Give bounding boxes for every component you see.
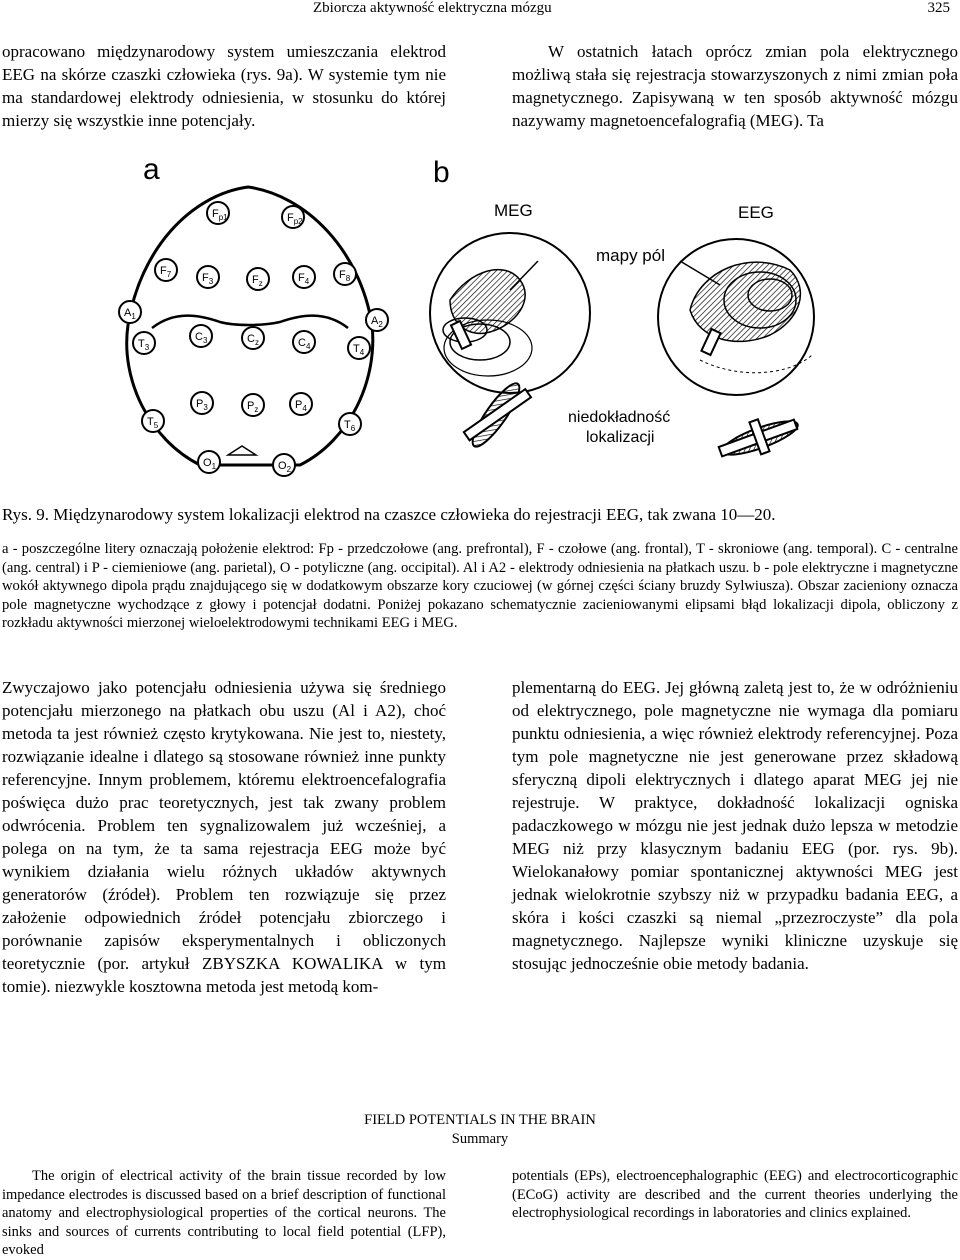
bottom-left-paragraph [2, 676, 446, 998]
electrode-cz [242, 327, 264, 349]
electrode-label: $T_3$ [138, 338, 150, 352]
electrode-label: $F_{p2}$ [287, 212, 303, 226]
page-number: 325 [927, 0, 950, 16]
top-left-paragraph [2, 40, 446, 132]
panel-a-label: a [143, 153, 160, 186]
electrode-label: $A_1$ [124, 307, 136, 321]
paragraph-text: W ostatnich łatach oprócz zmian pola elektrycznego możliwą stała się rejestracja stowarzyszonych z nimi zmian poła magnetycznego. Zapisywaną w ten sposób aktywność mózgu nazywamy magnetoencefalografią (MEG). Ta [512, 42, 958, 130]
electrode-label: $T_6$ [344, 419, 356, 433]
inaccuracy-label-2: lokalizacji [586, 429, 655, 446]
eeg-localization-error-icon [719, 415, 801, 461]
meg-localization-error-icon [464, 378, 531, 452]
electrode-label: $F_3$ [202, 272, 214, 286]
eeg-label: EEG [738, 203, 774, 222]
electrode-p4 [290, 393, 312, 415]
electrode-fp1 [207, 202, 229, 224]
meg-label: MEG [494, 201, 533, 220]
figure-caption-title: Rys. 9. Międzynarodowy system lokalizacji elektrod na czaszce człowieka do rejestracji EEG, tak zwana 10—20. [2, 505, 776, 524]
electrode-label: $F_z$ [252, 274, 263, 288]
electrode-a2 [366, 309, 388, 331]
summary-title: FIELD POTENTIALS IN THE BRAIN [364, 1112, 596, 1128]
electrode-f8 [334, 263, 356, 285]
electrode-c4 [293, 331, 315, 353]
electrode-c3 [190, 325, 212, 347]
maps-label: mapy pól [596, 246, 665, 265]
electrode-f3 [197, 266, 219, 288]
electrode-label: $F_4$ [298, 272, 310, 286]
electrode-fz [247, 268, 269, 290]
electrode-o1 [198, 451, 220, 473]
electrode-label: $T_5$ [147, 416, 159, 430]
paragraph-text: Zwyczajowo jako potencjału odniesienia używa się średniego potencjału mierzonego na płatkach obu uszu (Al i A2), choć metoda ta jest również często krytykowana. Nie jest to, niestety, rozwiązanie idealne i dlatego są stosowane również inne punkty referencyjne. Innym problemem, któremu elektroencefalografia poświęca dużo prac teoretycznych, jest tak zwany problem odwrócenia. Problem ten sygnalizowalem już wcześniej, a polega on na tym, że ta sama rejestracja EEG może być wynikiem działania wielu różnych układów aktywnych generatorów (źródeł). Problem ten rozwiązuje się przez założenie odpowiednich źródeł potencjału zbiorczego i porównanie zapisów eksperymentalnych i obliczonych teoretycznie (por. artykuł ZBYSZKA KOWALIKA w tym tomie). niezwykle kosztowna metoda jest metodą kom- [2, 678, 446, 996]
electrode-t6 [339, 413, 361, 435]
electrode-f7 [155, 259, 177, 281]
electrode-label: $C_z$ [247, 333, 259, 347]
electrode-t4 [348, 337, 370, 359]
electrode-label: $C_3$ [195, 331, 208, 345]
electrode-label: $F_8$ [339, 269, 351, 283]
maps-pointer [680, 261, 720, 285]
electrode-t3 [133, 332, 155, 354]
electrode-a1 [119, 301, 141, 323]
electrode-label: $O_2$ [278, 460, 292, 474]
electrode-label: $T_4$ [353, 343, 365, 357]
electrode-label: $P_4$ [295, 399, 307, 413]
summary-subtitle: Summary [451, 1131, 509, 1147]
electrode-o2 [273, 454, 295, 476]
electrode-label: $F_7$ [160, 265, 172, 279]
paragraph-text: opracowano międzynarodowy system umieszczania elektrod EEG na skórze czaszki człowieka (rys. 9a). W systemie tym nie ma standardowej elektrody odniesienia, w stosunku do której mierzy się wszystkie inne potencjały. [2, 42, 446, 130]
electrode-pz [242, 394, 264, 416]
figure-caption-body: a - poszczególne litery oznaczają położenie elektrod: Fp - przedczołowe (ang. prefrontal), F - czołowe (ang. frontal), T - skroniowe (ang. temporal). C - centralne (ang. central) i P - ciemieniowe (ang. parietal), O - potyliczne (ang. occipital). Al i A2 - elektrody odniesienia na płatkach uszu. b - pole elektryczne i magnetyczne wokół aktywnego dipola prądu znajdującego się w dodatkowym obszarze kory czuciowej (w górnej części ściany bruzdy Sylwiusza). Obszar zacieniony oznacza pole magnetyczne wychodzące z głowy i potencjał dodatni. Poniżej pokazano schematycznie zacieniowanymi elipsami błąd lokalizacji dipola, obliczony z rozkładu aktywności mierzonej wieloelektrodowymi technikami EEG i MEG. [2, 541, 958, 631]
electrode-label: $O_1$ [203, 457, 217, 471]
electrode-label: $P_3$ [196, 398, 208, 412]
electrode-label: $A_2$ [371, 315, 383, 329]
paragraph-text: plementarną do EEG. Jej główną zaletą jest to, że w odróżnieniu od elektrycznego, pole magnetyczne nie wymaga dla pomiaru punktu odniesienia, a więc również elektrody referencyjnej. Poza tym pole magnetyczne nie jest generowane przez składową sferyczną dipoli elektrycznych i dlatego aparat MEG jej nie rejestruje. W praktyce, dokładność lokalizacji ogniska padaczkowego w mózgu nie jest jednak dużo lepsza w metodzie MEG niż przy klasycznym badaniu EEG (por. rys. 9b). Wielokanałowy pomiar spontanicznej aktywności MEG jest jednak wielokrotnie szybszy niż w przypadku badania EEG, a skóra i kości czaszki są niemal „przezroczyste” dla pola magnetycznego. Najlepsze wyniki kliniczne uzyskuje się stosując jednocześnie obie metody badania. [512, 678, 958, 973]
electrode-p3 [191, 392, 213, 414]
electrode-t5 [142, 410, 164, 432]
top-right-paragraph [512, 40, 958, 132]
running-title: Zbiorcza aktywność elektryczna mózgu [313, 0, 552, 16]
bottom-right-paragraph [512, 676, 958, 975]
electrode-fp2 [282, 206, 304, 228]
inaccuracy-label-1: niedokładność [568, 409, 671, 426]
summary-left-text: The origin of electrical activity of the brain tissue recorded by low impedance electrodes is discussed based on a brief description of functional anatomy and electrophysiological properties of the cortical neurons. The sinks and sources of currents contributing to local field potential (LFP), evoked [2, 1168, 446, 1258]
summary-right-text: potentials (EPs), electroencephalographic (EEG) and electrocorticographic (ECoG) activity are described and the current theories underlying the electrophysiological recordings in laboratories and clinics explained. [512, 1168, 958, 1221]
summary-heading [0, 1111, 960, 1149]
electrode-label: $F_{p1}$ [212, 208, 228, 222]
electrode-label: $C_4$ [298, 337, 311, 351]
meg-head-map [430, 233, 590, 393]
electrode-f4 [293, 266, 315, 288]
electrode-label: $P_z$ [247, 400, 259, 414]
panel-b-label: b [433, 156, 450, 189]
figure-9 [0, 150, 960, 495]
